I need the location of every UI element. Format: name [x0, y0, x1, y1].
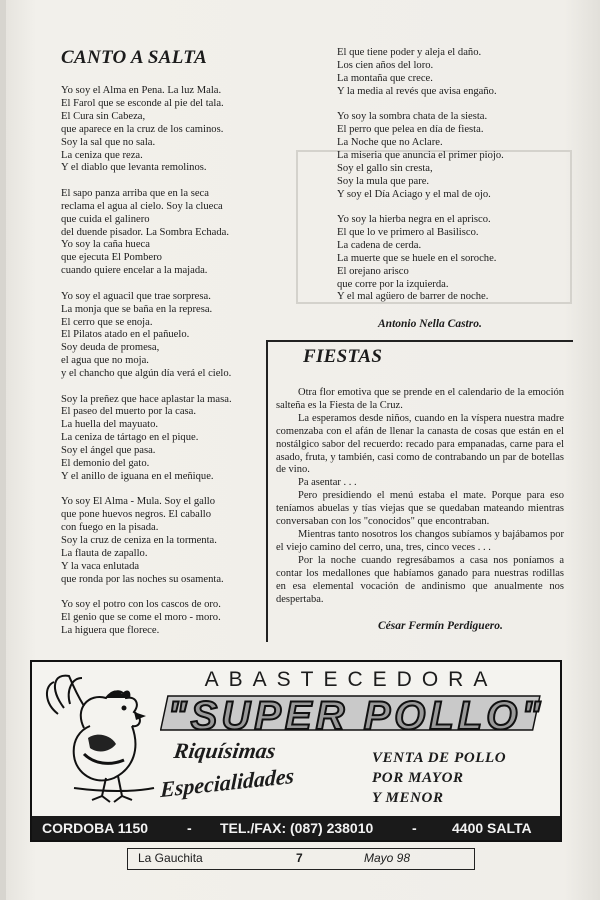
verse-line: La miseria que anuncia el primer piojo.	[337, 149, 504, 161]
verse-line: Soy el ángel que pasa.	[61, 445, 156, 457]
verse-line: cuando quiere encelar a la majada.	[61, 265, 208, 277]
fiestas-author: César Fermín Perdiguero.	[378, 620, 503, 632]
verse-line: Soy deuda de promesa,	[61, 342, 160, 354]
verse-line: El perro que pelea en día de fiesta.	[337, 124, 484, 136]
verse-line: que corre por la izquierda.	[337, 278, 449, 290]
poem-column	[61, 47, 273, 650]
verse-line: Yo soy el aguacil que trae sorpresa.	[61, 290, 211, 302]
verse-line: El Cura sin Cabeza,	[61, 110, 146, 122]
footer-publication: La Gauchita	[138, 851, 203, 865]
verse-line: La Noche que no Aclare.	[337, 136, 443, 148]
ad-city: 4400 SALTA	[452, 820, 532, 836]
binding-edge	[0, 0, 6, 900]
verse-line: y el chancho que algún día verá el cielo.	[61, 368, 232, 380]
verse-line: La muerte que se huele en el soroche.	[337, 252, 497, 264]
poem-stanzas	[61, 85, 273, 638]
verse-line: Y el diablo que levanta remolinos.	[61, 162, 207, 174]
verse-line: Yo soy la caña hueca	[61, 239, 150, 251]
poem-author: Antonio Nella Castro.	[378, 318, 482, 330]
verse-line: El Farol que se esconde al pie del tala.	[61, 97, 224, 109]
fiestas-paragraph: Mientras tanto nosotros los changos subíamos y bajábamos por el viejo camino del cerro, una, tres, cinco veces . . .	[276, 528, 564, 553]
verse-line: Y la vaca enlutada	[61, 560, 140, 572]
verse-line: Yo soy la sombra chata de la siesta.	[337, 111, 488, 123]
verse-line: La higuera que florece.	[61, 625, 160, 637]
verse-line: Soy la mula que pare.	[337, 175, 430, 187]
ad-phone: TEL./FAX: (087) 238010	[220, 820, 374, 836]
verse-line: del duende pisador. La Sombra Echada.	[61, 226, 229, 238]
verse-line: El sapo panza arriba que en la seca	[61, 187, 209, 199]
verse-line: La montaña que crece.	[337, 72, 433, 84]
verse-line: El que tiene poder y aleja el daño.	[337, 47, 482, 58]
verse-line: La huella del mayuato.	[61, 419, 159, 431]
poem-continuation-column	[337, 47, 569, 317]
verse-line: Soy la sal que no sala.	[61, 136, 156, 148]
ad-address: CORDOBA 1150	[42, 820, 149, 836]
ad-sales-line: POR MAYOR	[372, 770, 464, 786]
stanza	[61, 394, 273, 484]
stanza	[61, 291, 273, 381]
verse-line: La monja que se baña en la represa.	[61, 303, 213, 315]
verse-line: reclama el agua al cielo. Soy la clueca	[61, 200, 223, 212]
ad-company-type: ABASTECEDORA	[204, 668, 498, 691]
ad-slogan-riquisimas: Riquísimas	[172, 738, 278, 763]
verse-line: Yo soy El Alma - Mula. Soy el gallo	[61, 496, 216, 508]
verse-line: que ronda por las noches su osamenta.	[61, 573, 224, 585]
stanza	[337, 47, 569, 99]
stanza	[61, 188, 273, 278]
verse-line: El cerro que se enoja.	[61, 316, 153, 328]
verse-line: que cuida el galinero	[61, 213, 150, 225]
ad-sales-text	[372, 748, 562, 808]
fiestas-article	[276, 387, 564, 606]
verse-line: El paseo del muerto por la casa.	[61, 406, 197, 418]
ad-sales-line: Y MENOR	[372, 790, 444, 806]
super-pollo-logo	[160, 686, 552, 740]
fiestas-paragraph: Por la noche cuando regresábamos a casa nos poníamos a contar los medallones que habíamos ganado para nuestras rodillas en esa elemental vocación de andinismo que anualmente nos despertaba.	[276, 554, 564, 605]
verse-line: Y el mal agüero de barrer de noche.	[337, 291, 489, 303]
verse-line: Y la media al revés que avisa engaño.	[337, 85, 497, 97]
fiestas-title: FIESTAS	[303, 346, 383, 367]
verse-line: La ceniza que reza.	[61, 149, 143, 161]
verse-line: Y el anillo de iguana en el meñique.	[61, 470, 214, 482]
verse-line: Y soy el Día Aciago y el mal de ojo.	[337, 188, 491, 200]
fiestas-paragraph: Pero presidiendo el menú estaba el mate. Porque para eso teníamos abuelas y tías viejas que se quedaban mateando mientras conversaban con los "conocidos" que encontraban.	[276, 490, 564, 528]
verse-line: El demonio del gato.	[61, 458, 150, 470]
stanza	[337, 214, 569, 304]
fiestas-paragraph: Pa asentar . . .	[298, 477, 357, 489]
footer-date: Mayo 98	[364, 851, 411, 865]
verse-line: La ceniza de tártago en el pique.	[61, 432, 199, 444]
stanza	[337, 111, 569, 201]
verse-line: El genio que se come el moro - moro.	[61, 612, 221, 624]
page-footer	[127, 848, 475, 870]
verse-line: La cadena de cerda.	[337, 239, 422, 251]
verse-line: Los cien años del loro.	[337, 59, 434, 71]
verse-line: El que lo ve primero al Basilisco.	[337, 226, 479, 238]
ad-sales-line: VENTA DE POLLO	[372, 750, 507, 766]
footer-page-number: 7	[296, 851, 303, 865]
verse-line: El orejano arisco	[337, 265, 409, 277]
verse-line: Yo soy la hierba negra en el aprisco.	[337, 213, 491, 225]
stanza	[61, 85, 273, 175]
verse-line: el agua que no moja.	[61, 355, 149, 367]
super-pollo-advertisement	[30, 660, 562, 842]
super-pollo-logo-text: "SUPER POLLO"	[167, 694, 545, 738]
verse-line: que aparece en la cruz de los caminos.	[61, 123, 224, 135]
verse-line: La flauta de zapallo.	[61, 548, 148, 559]
verse-line: Soy la cruz de ceniza en la tormenta.	[61, 535, 217, 547]
poem-continuation-stanzas	[337, 47, 569, 304]
verse-line: Soy el gallo sin cresta,	[337, 162, 433, 174]
stanza	[61, 599, 273, 638]
fiestas-paragraph: Otra flor emotiva que se prende en el calendario de la emoción salteña es la Fiesta de la Cruz.	[276, 387, 564, 411]
ad-slogan-especialidades: Especialidades	[159, 762, 295, 803]
verse-line: con fuego en la pisada.	[61, 522, 159, 534]
verse-line: que pone huevos negros. El caballo	[61, 509, 212, 521]
poem-title: CANTO A SALTA	[61, 47, 208, 68]
fiestas-paragraph: La esperamos desde niños, cuando en la víspera nuestra madre comenzaba con el afán de llenar la canasta de cosas que están en el nostálgico sabor del recuerdo: recado para empanadas, carne para el asado, fruta, y también, casi como de contrabando un par de botellas de vino.	[276, 412, 564, 476]
ad-contact-bar	[32, 816, 560, 840]
ad-separator: -	[187, 820, 192, 836]
verse-line: Soy la preñez que hace aplastar la masa.	[61, 393, 232, 405]
rooster-illustration	[44, 668, 164, 808]
verse-line: que ejecuta El Pombero	[61, 252, 162, 264]
stanza	[61, 496, 273, 586]
verse-line: Yo soy el Alma en Pena. La luz Mala.	[61, 85, 222, 96]
ad-separator: -	[412, 820, 417, 836]
verse-line: Yo soy el potro con los cascos de oro.	[61, 599, 221, 611]
verse-line: El Pilatos atado en el pañuelo.	[61, 329, 190, 341]
